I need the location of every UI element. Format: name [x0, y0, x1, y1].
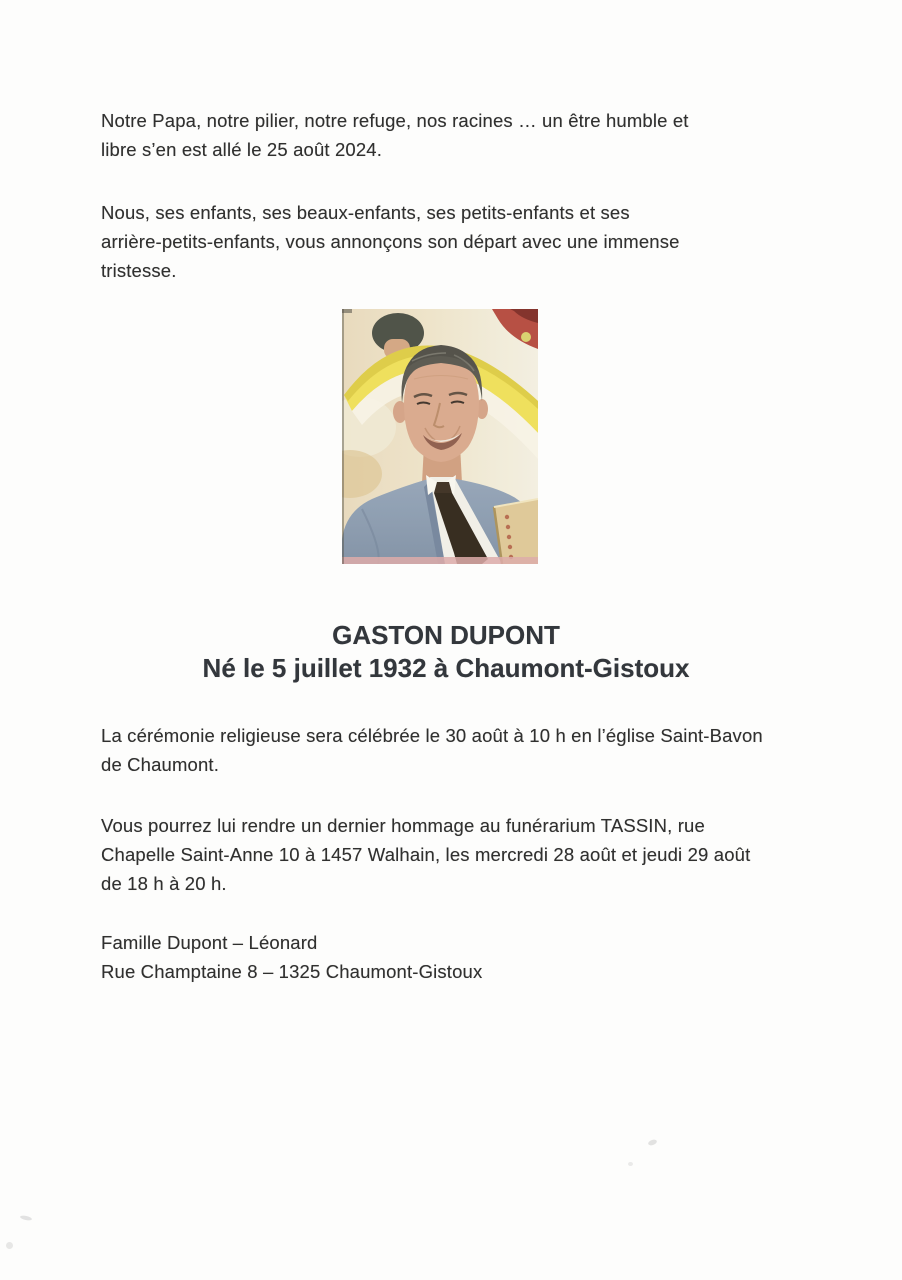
scan-speck: [647, 1139, 657, 1147]
intro-paragraph: [101, 106, 689, 164]
portrait-photo: [342, 309, 538, 564]
text-line: libre s’en est allé le 25 août 2024.: [101, 139, 383, 160]
family-notice-paragraph: [101, 198, 680, 285]
address-line: Rue Champtaine 8 – 1325 Chaumont-Gistoux: [101, 961, 483, 982]
text-line: tristesse.: [101, 260, 177, 281]
scan-speck: [6, 1242, 13, 1249]
text-line: Chapelle Saint-Anne 10 à 1457 Walhain, les mercredi 28 août et jeudi 29 août: [101, 844, 751, 865]
ceremony-paragraph: [101, 721, 763, 779]
deceased-name: GASTON DUPONT: [332, 620, 560, 650]
tribute-paragraph: [101, 811, 750, 898]
text-line: Nous, ses enfants, ses beaux-enfants, ses petits-enfants et ses: [101, 202, 630, 223]
scan-speck: [628, 1162, 633, 1166]
text-line: La cérémonie religieuse sera célébrée le 30 août à 10 h en l’église Saint-Bavon: [101, 725, 763, 746]
photo-edges: [342, 309, 538, 564]
text-line: de Chaumont.: [101, 754, 220, 775]
portrait-photo-illustration: [342, 309, 538, 564]
text-line: arrière-petits-enfants, vous annonçons son départ avec une immense: [101, 231, 680, 252]
family-name-line: Famille Dupont – Léonard: [101, 932, 318, 953]
deceased-heading: [101, 619, 791, 685]
text-line: Vous pourrez lui rendre un dernier hommage au funérarium TASSIN, rue: [101, 815, 705, 836]
text-line: Notre Papa, notre pilier, notre refuge, nos racines … un être humble et: [101, 110, 689, 131]
scan-speck: [20, 1215, 33, 1221]
text-line: de 18 h à 20 h.: [101, 873, 227, 894]
birth-line: Né le 5 juillet 1932 à Chaumont-Gistoux: [202, 653, 690, 683]
signature-paragraph: [101, 928, 482, 986]
